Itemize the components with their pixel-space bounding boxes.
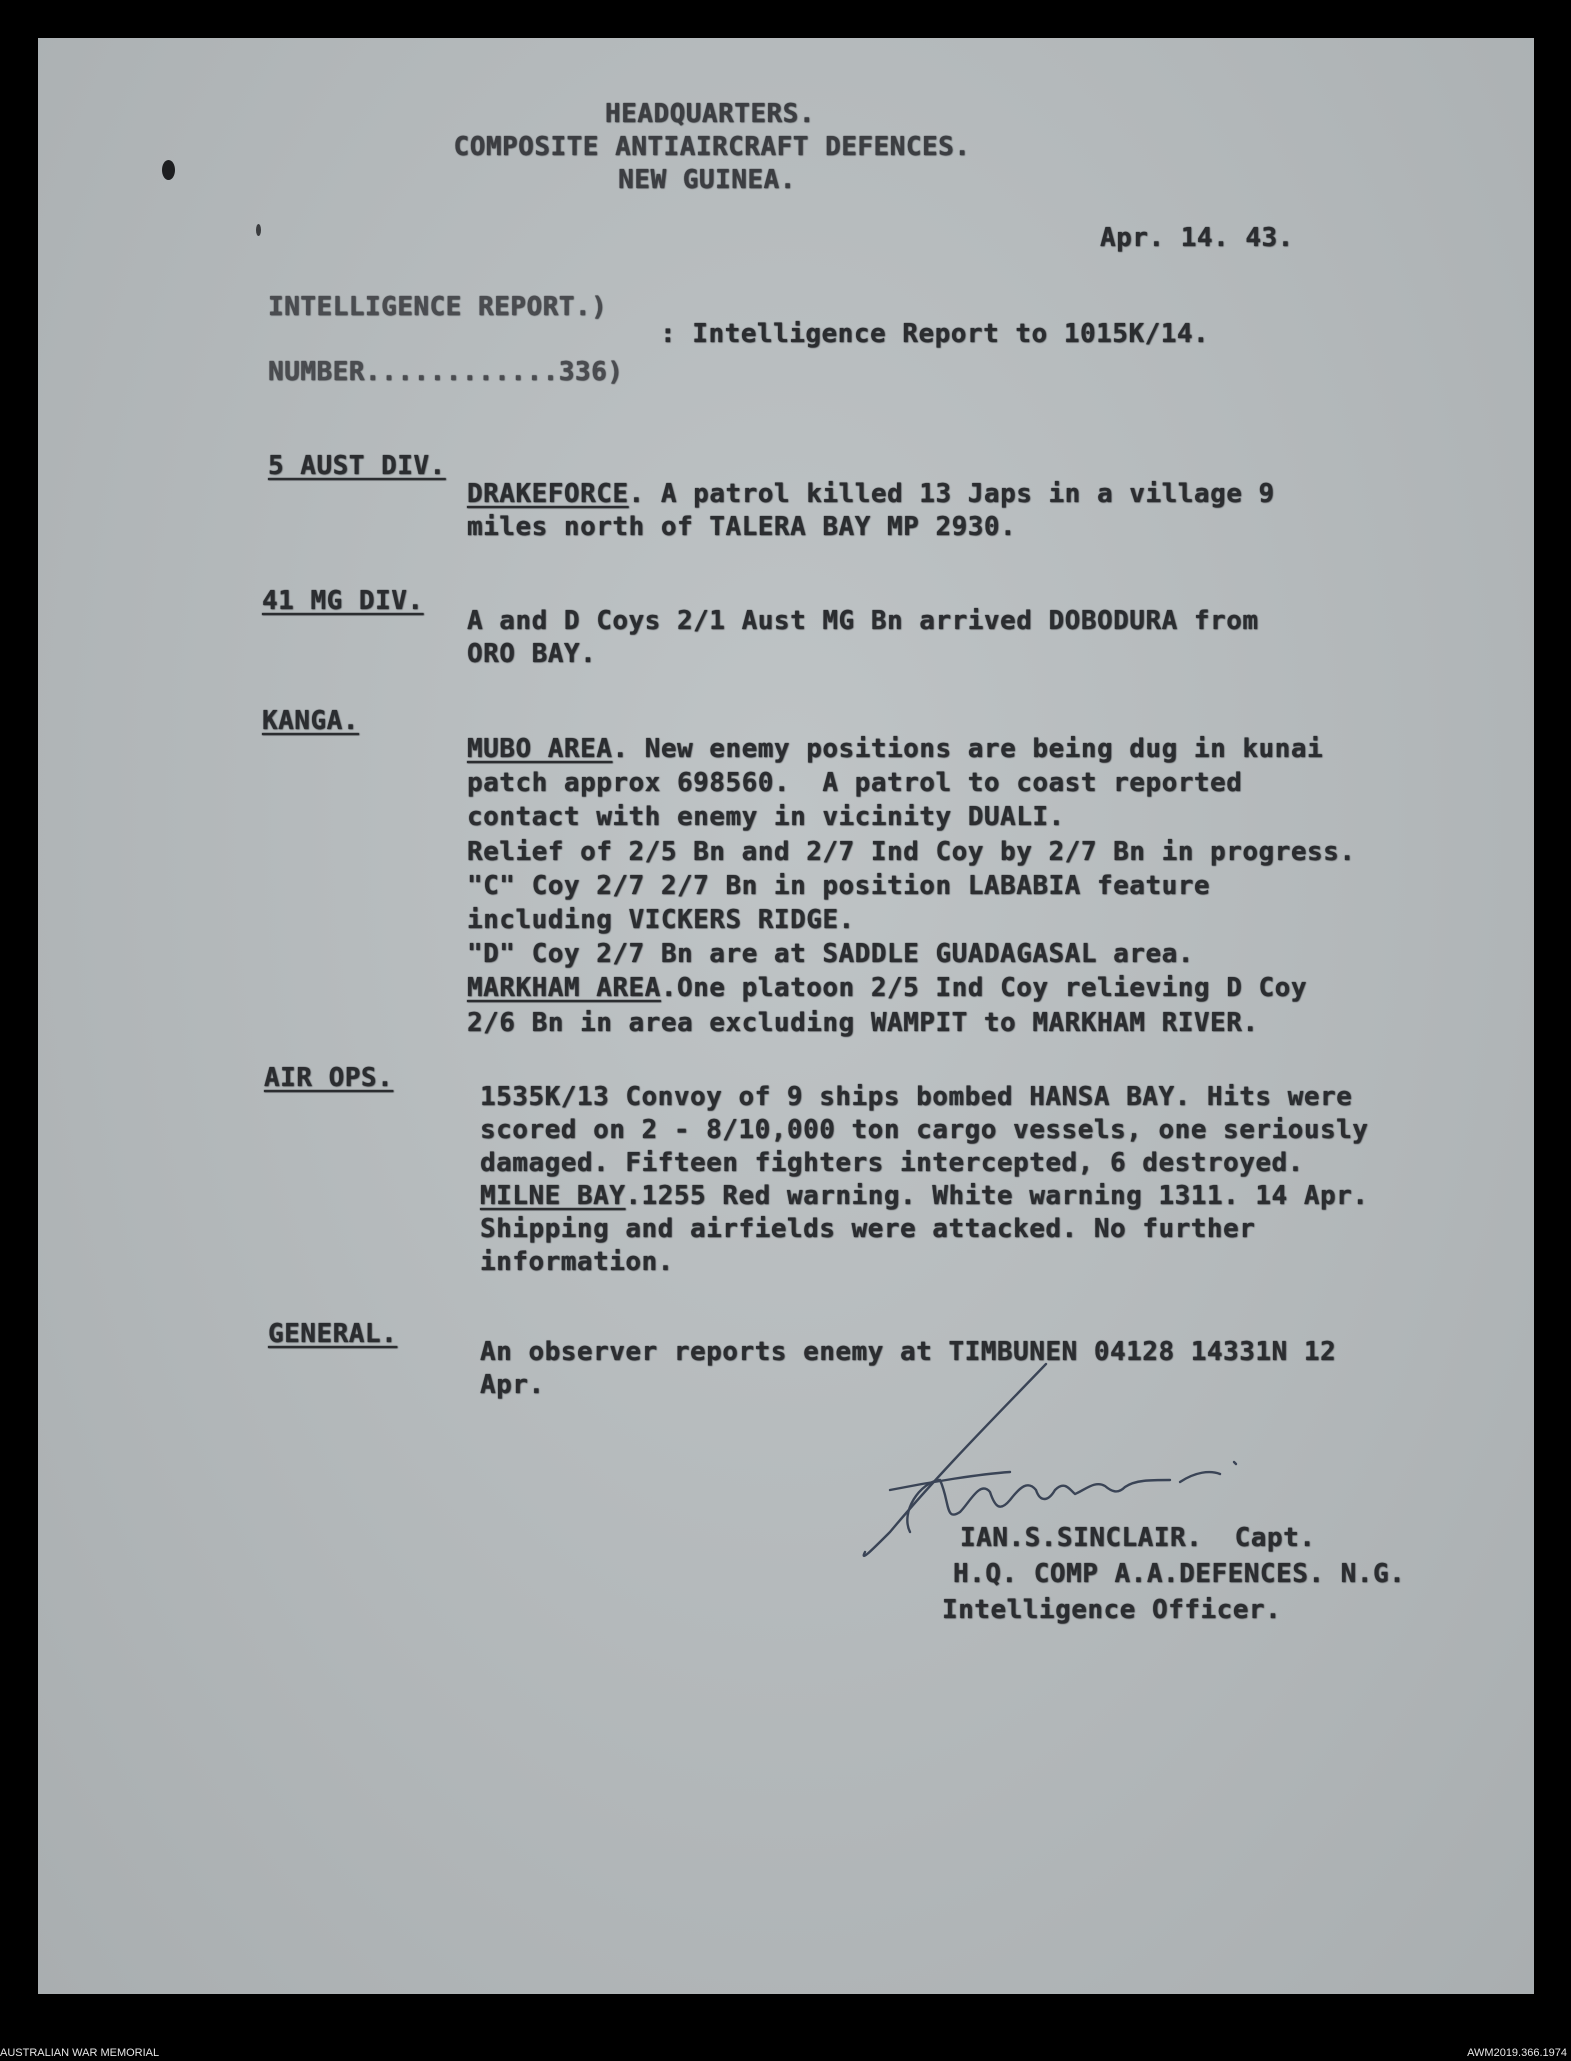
section-heading: GENERAL. — [268, 1319, 398, 1349]
line-text: . A patrol killed 13 Japs in a village 9 — [628, 479, 1275, 509]
line-text: .One platoon 2/5 Ind Coy relieving D Coy — [660, 973, 1307, 1004]
section-heading: KANGA. — [262, 706, 359, 736]
location-label: MARKHAM AREA — [467, 973, 661, 1004]
location-label: MUBO AREA — [467, 734, 613, 764]
section-line — [467, 904, 855, 937]
line-text: 1535K/13 Convoy of 9 ships bombed HANSA BAY. Hits were — [480, 1082, 1353, 1112]
line-text: An observer reports enemy at TIMBUNEN 04128 14331N 12 — [480, 1337, 1337, 1367]
line-text: Relief of 2/5 Bn and 2/7 Ind Coy by 2/7 Bn in progress. — [467, 836, 1356, 867]
report-date: Apr. 14. 43. — [1100, 223, 1294, 253]
section-line — [467, 938, 1194, 971]
line-text: including VICKERS RIDGE. — [467, 905, 855, 935]
section-line — [467, 836, 1355, 869]
section-line — [467, 638, 596, 671]
line-text: contact with enemy in vicinity DUALI. — [467, 802, 1065, 833]
report-reference: : Intelligence Report to 1015K/14. — [660, 319, 1210, 349]
location-label: DRAKEFORCE — [467, 479, 629, 509]
punch-hole-bottom — [256, 224, 261, 236]
section-heading: 41 MG DIV. — [262, 586, 424, 616]
section-line — [480, 1369, 545, 1402]
section-heading: AIR OPS. — [264, 1063, 394, 1093]
location-label: MILNE BAY — [480, 1181, 626, 1211]
line-text: ORO BAY. — [467, 639, 597, 669]
footer-left: AUSTRALIAN WAR MEMORIAL — [0, 2047, 160, 2059]
section-line — [480, 1081, 1352, 1114]
line-text: 2/6 Bn in area excluding WAMPIT to MARKHAM RIVER. — [467, 1007, 1259, 1038]
section-line — [480, 1246, 674, 1279]
report-label-line-1: INTELLIGENCE REPORT.) — [268, 292, 608, 322]
section-line — [480, 1114, 1368, 1147]
section-line — [480, 1180, 1368, 1213]
section-line — [467, 801, 1065, 834]
section-line — [480, 1147, 1304, 1180]
line-text: Shipping and airfields were attacked. No further — [480, 1214, 1256, 1244]
line-text: Apr. — [480, 1370, 545, 1400]
section-line — [467, 478, 1275, 511]
section-line — [467, 733, 1323, 766]
header-line-3: NEW GUINEA. — [618, 165, 796, 195]
signatory-unit: H.Q. COMP A.A.DEFENCES. N.G. — [953, 1559, 1406, 1589]
section-line — [467, 605, 1259, 638]
signatory-role: Intelligence Officer. — [942, 1595, 1282, 1625]
line-text: damaged. Fifteen fighters intercepted, 6 destroyed. — [480, 1148, 1304, 1178]
section-line — [467, 511, 1016, 544]
section-line — [467, 1007, 1259, 1040]
line-text: .1255 Red warning. White warning 1311. 14 Apr. — [625, 1181, 1369, 1211]
line-text: "D" Coy 2/7 Bn are at SADDLE GUADAGASAL area. — [467, 939, 1194, 970]
punch-hole-top — [162, 160, 175, 180]
report-label-line-2: NUMBER............336) — [268, 357, 624, 387]
header-line-2: COMPOSITE ANTIAIRCRAFT DEFENCES. — [453, 132, 971, 162]
signatory-name: IAN.S.SINCLAIR. Capt. — [960, 1523, 1316, 1553]
header-line-1: HEADQUARTERS. — [605, 99, 815, 129]
line-text: A and D Coys 2/1 Aust MG Bn arrived DOBODURA from — [467, 606, 1259, 636]
section-line — [467, 767, 1242, 800]
section-line — [467, 972, 1307, 1005]
line-text: "C" Coy 2/7 2/7 Bn in position LABABIA feature — [467, 870, 1211, 901]
section-heading: 5 AUST DIV. — [268, 451, 446, 481]
line-text: patch approx 698560. A patrol to coast reported — [467, 768, 1243, 799]
line-text: miles north of TALERA BAY MP 2930. — [467, 512, 1017, 542]
section-line — [467, 870, 1210, 903]
footer-right: AWM2019.366.1974 — [1467, 2047, 1567, 2059]
line-text: scored on 2 - 8/10,000 ton cargo vessels, one seriously — [480, 1115, 1369, 1145]
line-text: . New enemy positions are being dug in kunai — [612, 734, 1324, 764]
line-text: information. — [480, 1247, 674, 1277]
section-line — [480, 1213, 1255, 1246]
